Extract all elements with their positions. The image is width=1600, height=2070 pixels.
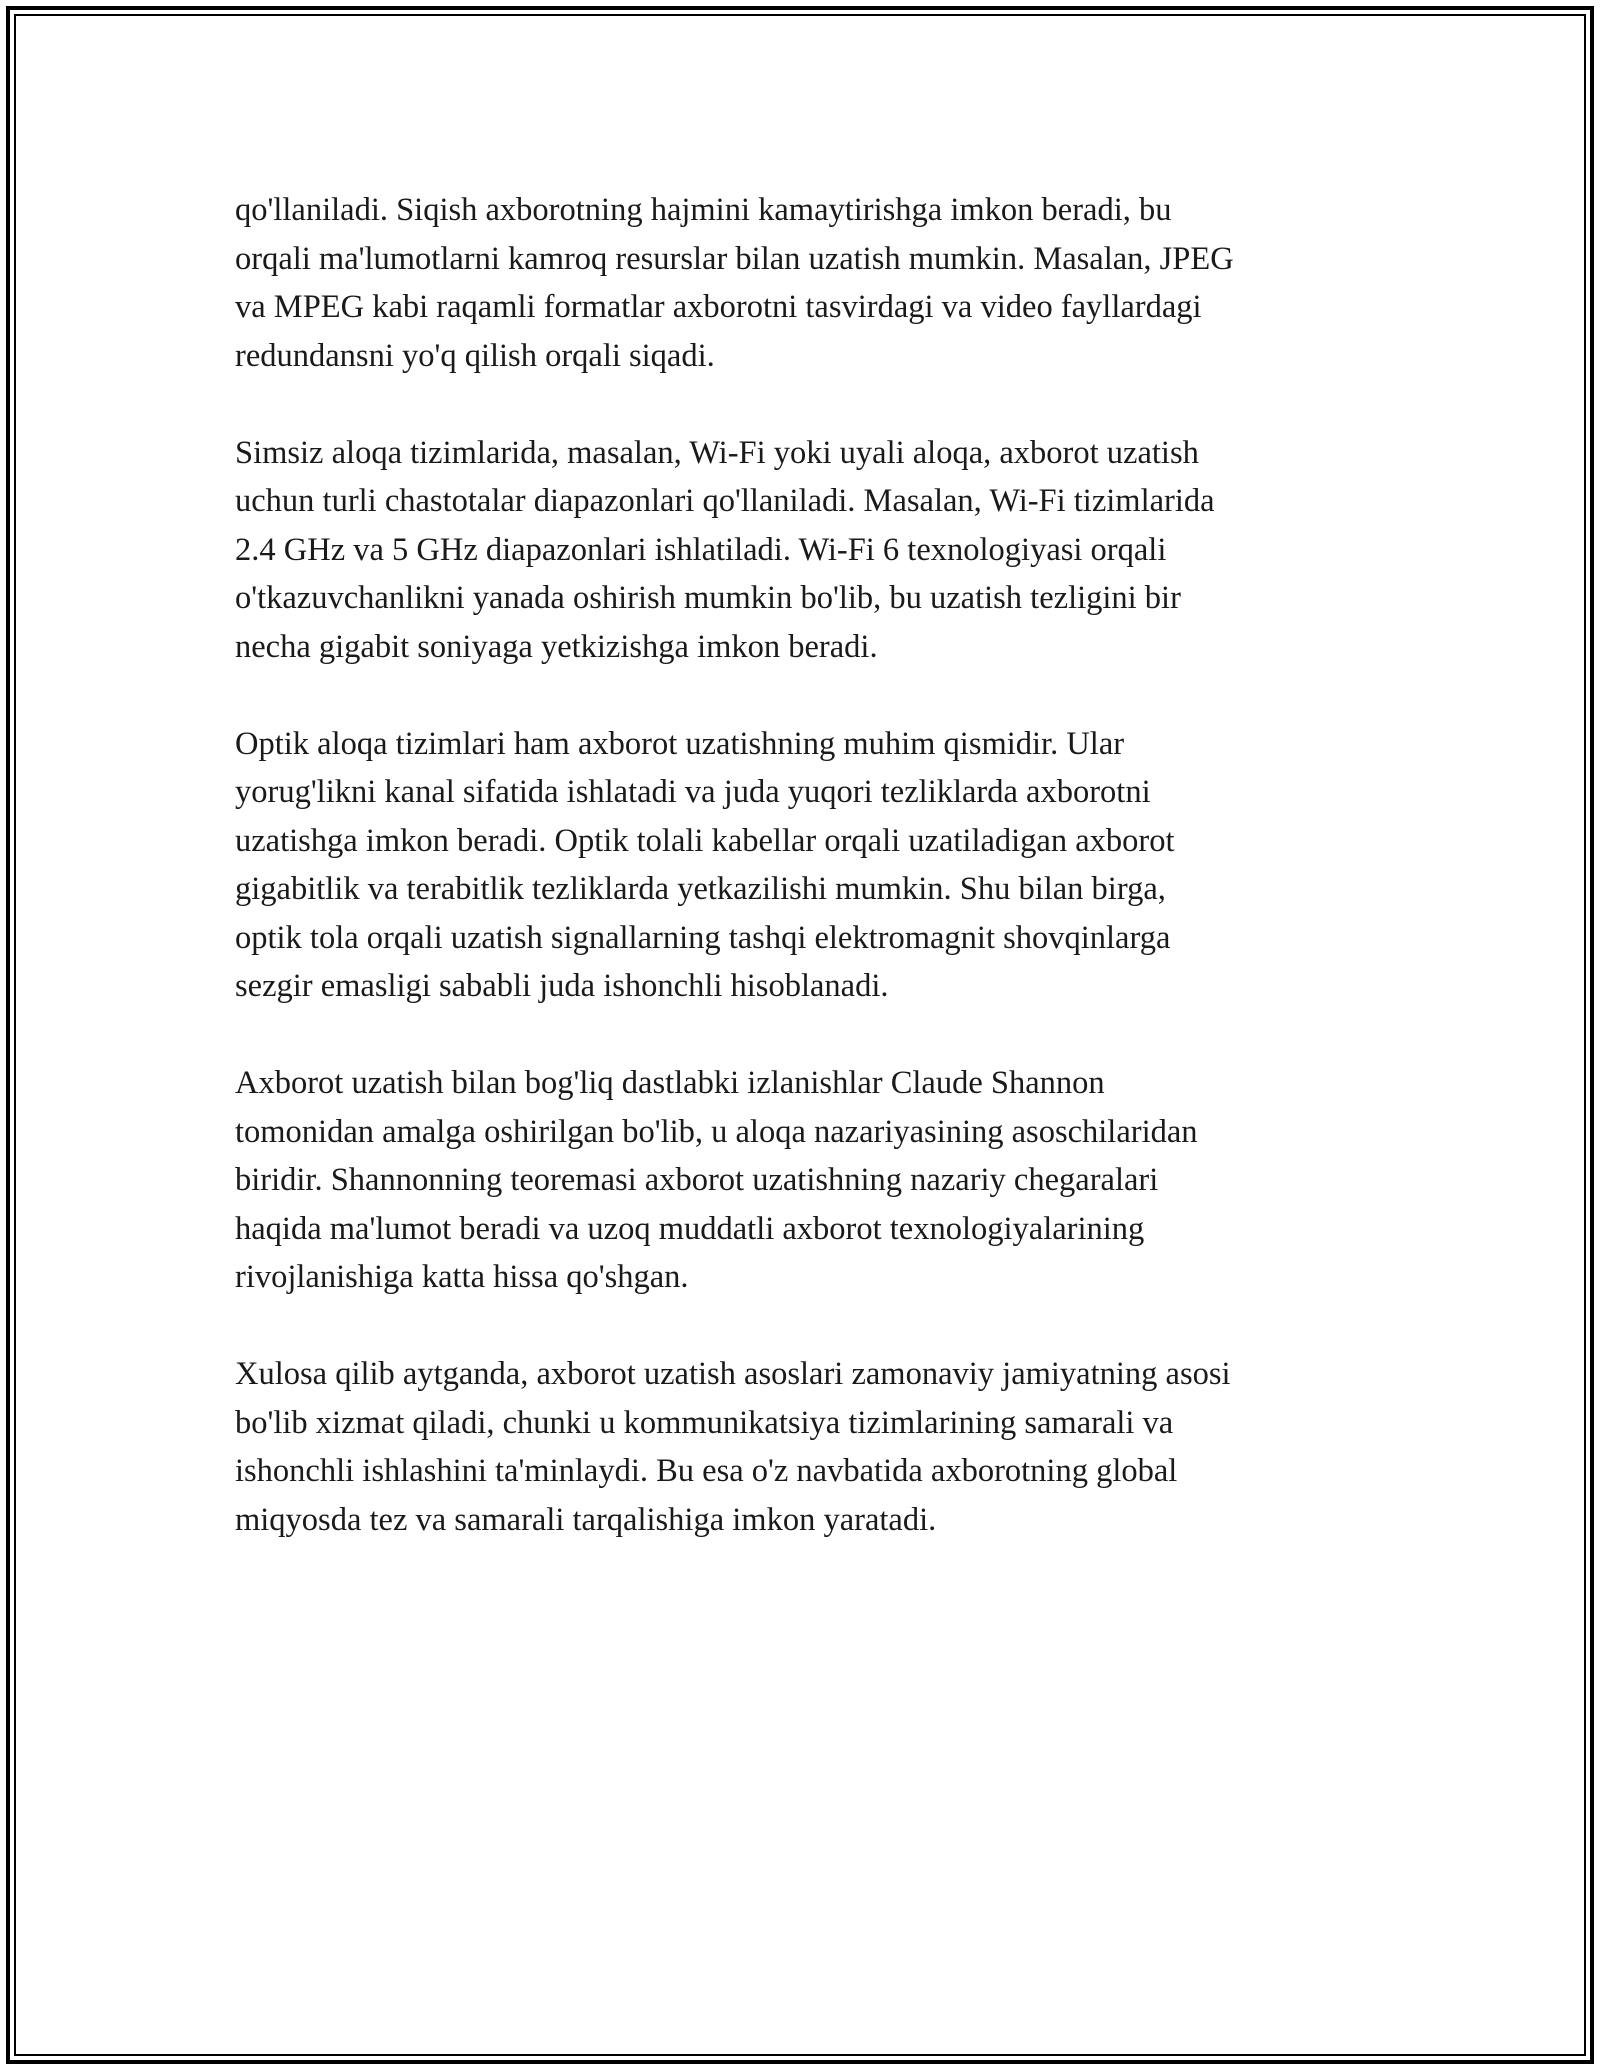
paragraph-compression: qo'llaniladi. Siqish axborotning hajmini kamaytirishga imkon beradi, bu orqali ma'lumotlarni kamroq resurslar bilan uzatish mumkin. Masalan, JPEG va MPEG kabi raqamli formatlar axborotni tasvirdagi va video fayllardagi redundansni yo'q qilish orqali siqadi. [235,192,1234,374]
paragraph-shannon: Axborot uzatish bilan bog'liq dastlabki izlanishlar Claude Shannon tomonidan amalga oshirilgan bo'lib, u aloqa nazariyasining asoschilaridan biridir. Shannonning teoremasi axborot uzatishning nazariy chegaralari haqida ma'lumot beradi va uzoq muddatli axborot texnologiyalarining rivojlanishiga katta hissa qo'shgan. [235,1065,1198,1295]
paragraph-conclusion: Xulosa qilib aytganda, axborot uzatish asoslari zamonaviy jamiyatning asosi bo'lib xizmat qiladi, chunki u kommunikatsiya tizimlarining samarali va ishonchli ishlashini ta'minlaydi. Bu esa o'z navbatida axborotning global miqyosda tez va samarali tarqalishiga imkon yaratadi. [235,1356,1231,1538]
paragraph-wireless: Simsiz aloqa tizimlarida, masalan, Wi-Fi yoki uyali aloqa, axborot uzatish uchun turli chastotalar diapazonlari qo'llaniladi. Masalan, Wi-Fi tizimlarida 2.4 GHz va 5 GHz diapazonlari ishlatiladi. Wi-Fi 6 texnologiyasi orqali o'tkazuvchanlikni yanada oshirish mumkin bo'lib, bu uzatish tezligini bir necha gigabit soniyaga yetkizishga imkon beradi. [235,434,1215,665]
document-body [235,186,1365,1593]
paragraph-optical: Optik aloqa tizimlari ham axborot uzatishning muhim qismidir. Ular yorug'likni kanal sifatida ishlatadi va juda yuqori tezliklarda axborotni uzatishga imkon beradi. Optik tolali kabellar orqali uzatiladigan axborot gigabitlik va terabitlik tezliklarda yetkazilishi mumkin. Shu bilan birga, optik tola orqali uzatish signallarning tashqi elektromagnit shovqinlarga sezgir emasligi sababli juda ishonchli hisoblanadi. [235,725,1175,1004]
